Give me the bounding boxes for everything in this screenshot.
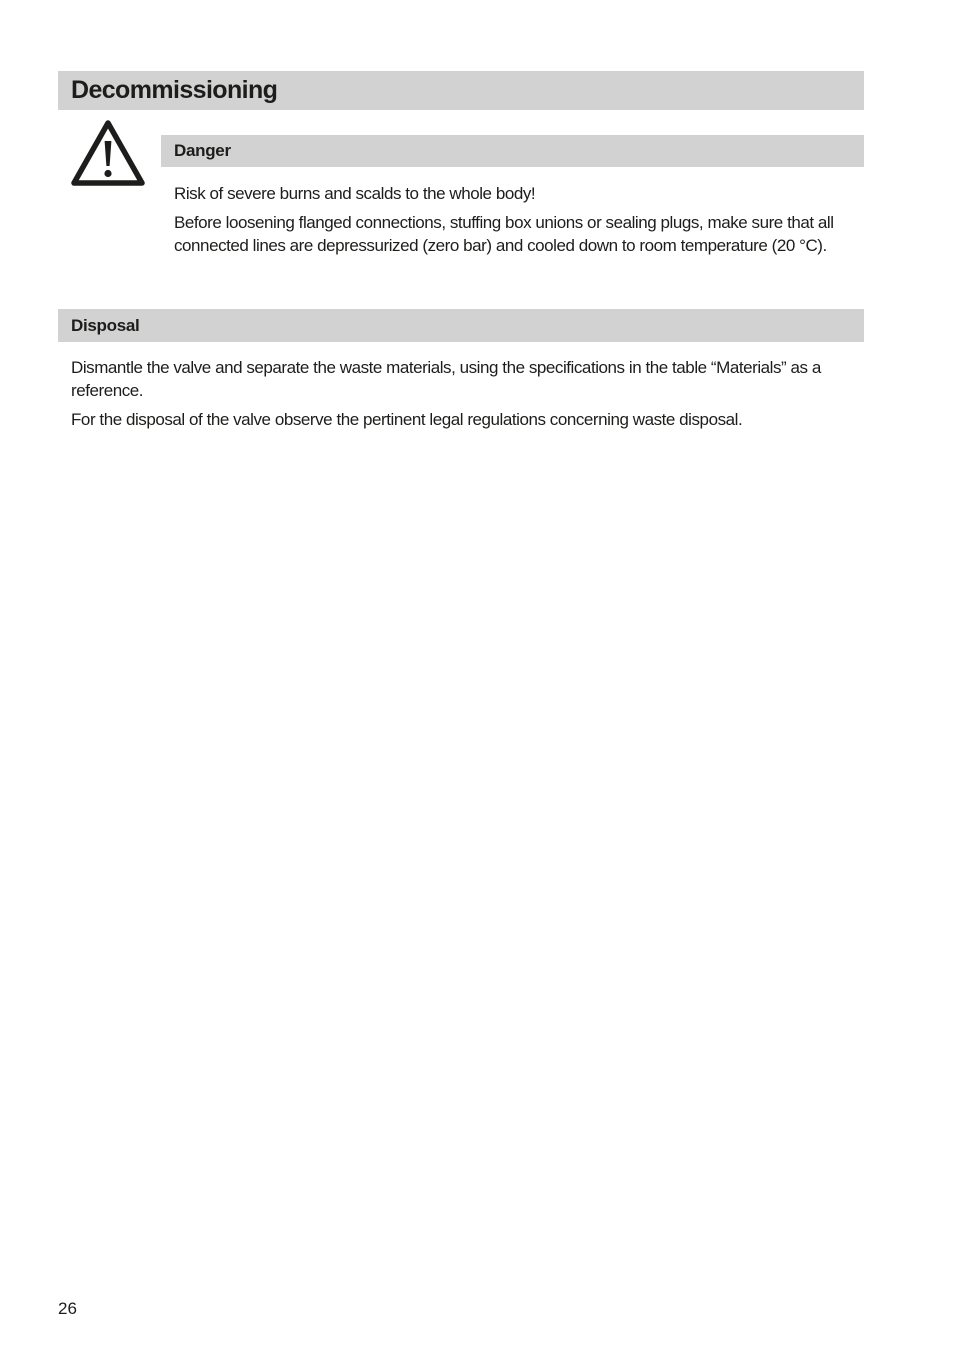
disposal-heading: Disposal: [58, 309, 864, 342]
danger-paragraph: Before loosening flanged connections, stuffing box unions or sealing plugs, make sure that all connected lines are depressurized (zero bar) and cooled down to room temperature (20 °C).: [174, 213, 834, 255]
danger-paragraph: Risk of severe burns and scalds to the whole body!: [174, 184, 536, 203]
disposal-paragraph: Dismantle the valve and separate the waste materials, using the specifications in the table “Materials” as a reference.: [71, 358, 821, 400]
page-number: 26: [58, 1299, 77, 1318]
disposal-text: [71, 356, 851, 437]
warning-triangle-icon: [70, 119, 146, 187]
danger-text: [174, 182, 854, 263]
disposal-paragraph: For the disposal of the valve observe the pertinent legal regulations concerning waste disposal.: [71, 410, 743, 429]
section-title: Decommissioning: [58, 71, 864, 110]
danger-heading: Danger: [161, 135, 864, 167]
